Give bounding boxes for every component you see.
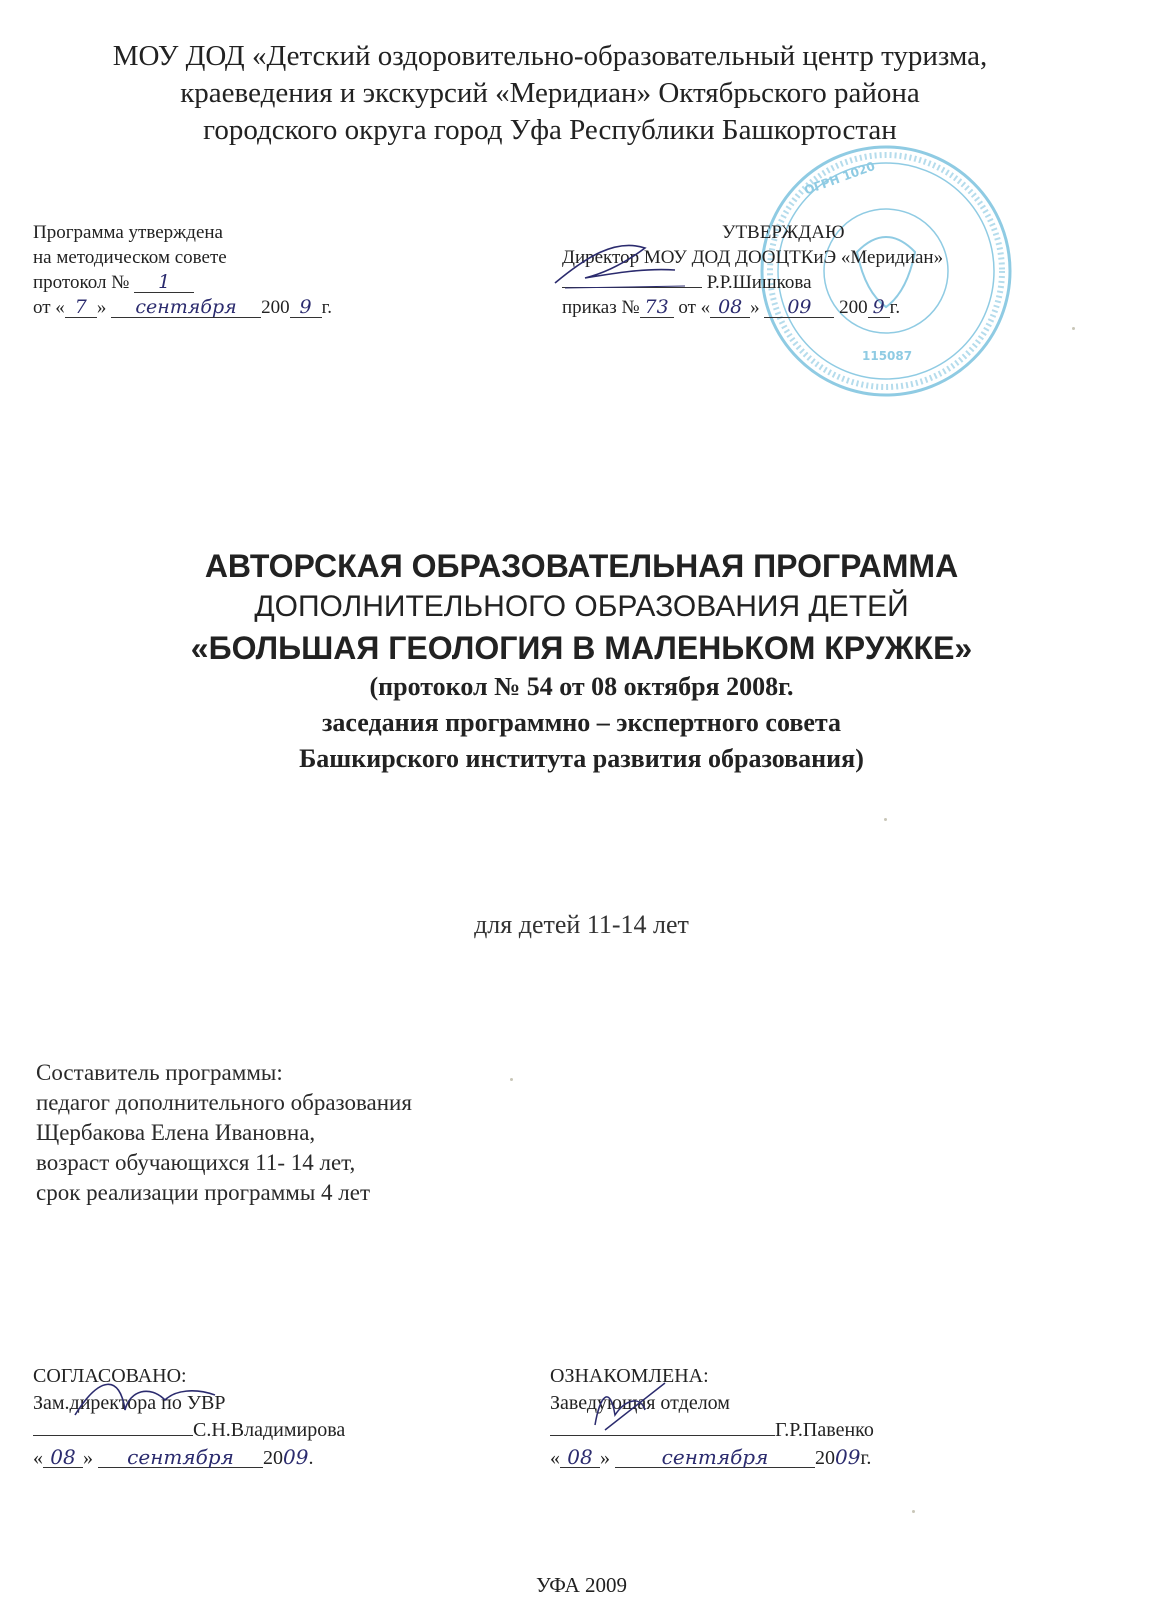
protocol-label: протокол № <box>33 272 130 293</box>
title-line-1: АВТОРСКАЯ ОБРАЗОВАТЕЛЬНАЯ ПРОГРАММА <box>204 548 959 584</box>
protocol-number: 1 <box>134 272 194 293</box>
author-name: Щербакова Елена Ивановна, <box>36 1120 316 1145</box>
approval-date-line <box>33 295 332 320</box>
author-info <box>36 1058 412 1208</box>
title-line-3: «БОЛЬШАЯ ГЕОЛОГИЯ В МАЛЕНЬКОМ КРУЖКЕ» <box>190 630 973 666</box>
date-year-suffix: . <box>308 1447 314 1469</box>
date-year-suffix: г. <box>860 1447 872 1469</box>
date-day: 7 <box>65 297 97 318</box>
acquainted-name: Г.Р.Павенко <box>775 1419 874 1441</box>
title-line-2: ДОПОЛНИТЕЛЬНОГО ОБРАЗОВАНИЯ ДЕТЕЙ <box>254 590 909 623</box>
author-label: Составитель программы: <box>36 1060 283 1085</box>
order-number: 73 <box>640 297 674 318</box>
approval-line: на методическом совете <box>33 247 227 268</box>
date-prefix: « <box>550 1447 560 1469</box>
date-year-prefix: 200 <box>839 297 868 318</box>
scan-speck <box>884 818 887 821</box>
date-year-prefix: 200 <box>261 297 290 318</box>
scan-speck <box>1072 327 1075 330</box>
scan-speck <box>510 1078 513 1081</box>
title-line-4: (протокол № 54 от 08 октября 2008г. <box>369 672 794 701</box>
date-day-close: » <box>750 297 760 318</box>
date-prefix: от « <box>678 297 711 318</box>
date-day-close: » <box>83 1447 93 1469</box>
author-role: педагог дополнительного образования <box>36 1090 412 1115</box>
seal-ogrn: ОГРН 1020 <box>802 158 877 198</box>
date-month: 09 <box>764 297 834 318</box>
order-label: приказ № <box>562 297 640 318</box>
approval-line: Программа утверждена <box>33 222 223 243</box>
date-day: 08 <box>710 297 750 318</box>
date-year-suffix: г. <box>321 297 332 318</box>
acquainted-date-line <box>550 1444 874 1472</box>
protocol-line <box>33 270 332 295</box>
date-day-close: » <box>600 1447 610 1469</box>
seal-code: 115087 <box>862 349 913 363</box>
date-month: сентября <box>98 1447 263 1468</box>
date-year-prefix: 20 <box>263 1447 283 1469</box>
institution-header <box>0 38 1100 149</box>
agreed-date-line <box>33 1444 345 1472</box>
program-title <box>0 545 1163 777</box>
date-year-digit: 9 <box>290 297 322 318</box>
acquainted-title: ОЗНАКОМЛЕНА: <box>550 1365 709 1387</box>
approve-title: УТВЕРЖДАЮ <box>722 222 845 243</box>
title-line-6: Башкирского института развития образования) <box>299 744 864 773</box>
date-year-digit: 09 <box>835 1445 861 1469</box>
date-prefix: « <box>33 1447 43 1469</box>
date-year-suffix: г. <box>889 297 901 318</box>
agreed-title: СОГЛАСОВАНО: <box>33 1365 187 1387</box>
date-day: 08 <box>560 1447 600 1468</box>
scan-speck <box>912 1510 915 1513</box>
date-year-digit: 9 <box>868 297 890 318</box>
acquainted-position: Заведующая отделом <box>550 1392 730 1414</box>
director-name: Р.Р.Шишкова <box>706 272 812 293</box>
methodical-council-approval <box>33 220 332 320</box>
date-year-prefix: 20 <box>815 1447 835 1469</box>
title-line-5: заседания программно – экспертного совета <box>321 708 841 737</box>
director-signature <box>545 228 695 298</box>
target-audience: для детей 11-14 лет <box>474 910 689 939</box>
head-of-department-signature <box>585 1375 675 1435</box>
city-year: УФА 2009 <box>536 1573 627 1597</box>
date-month: сентября <box>615 1447 815 1468</box>
header-line: МОУ ДОД «Детский оздоровительно-образовательный центр туризма, <box>112 40 988 72</box>
header-line: краеведения и экскурсий «Меридиан» Октябрьского района <box>180 77 920 109</box>
agreed-position: Зам.директора по УВР <box>33 1392 226 1414</box>
date-day: 08 <box>43 1447 83 1468</box>
order-line <box>562 295 943 320</box>
director-position: Директор МОУ ДОД ДООЦТКиЭ «Меридиан» <box>562 247 944 268</box>
program-term: срок реализации программы 4 лет <box>36 1180 371 1205</box>
student-age: возраст обучающихся 11- 14 лет, <box>36 1150 356 1175</box>
date-month: сентября <box>111 297 261 318</box>
agreed-name: С.Н.Владимирова <box>193 1419 346 1441</box>
header-line: городского округа город Уфа Республики Башкортостан <box>203 114 897 146</box>
date-prefix: от « <box>33 297 65 318</box>
date-year-digit: 09 <box>283 1445 309 1469</box>
deputy-signature <box>70 1370 220 1425</box>
date-day-close: » <box>96 297 107 318</box>
